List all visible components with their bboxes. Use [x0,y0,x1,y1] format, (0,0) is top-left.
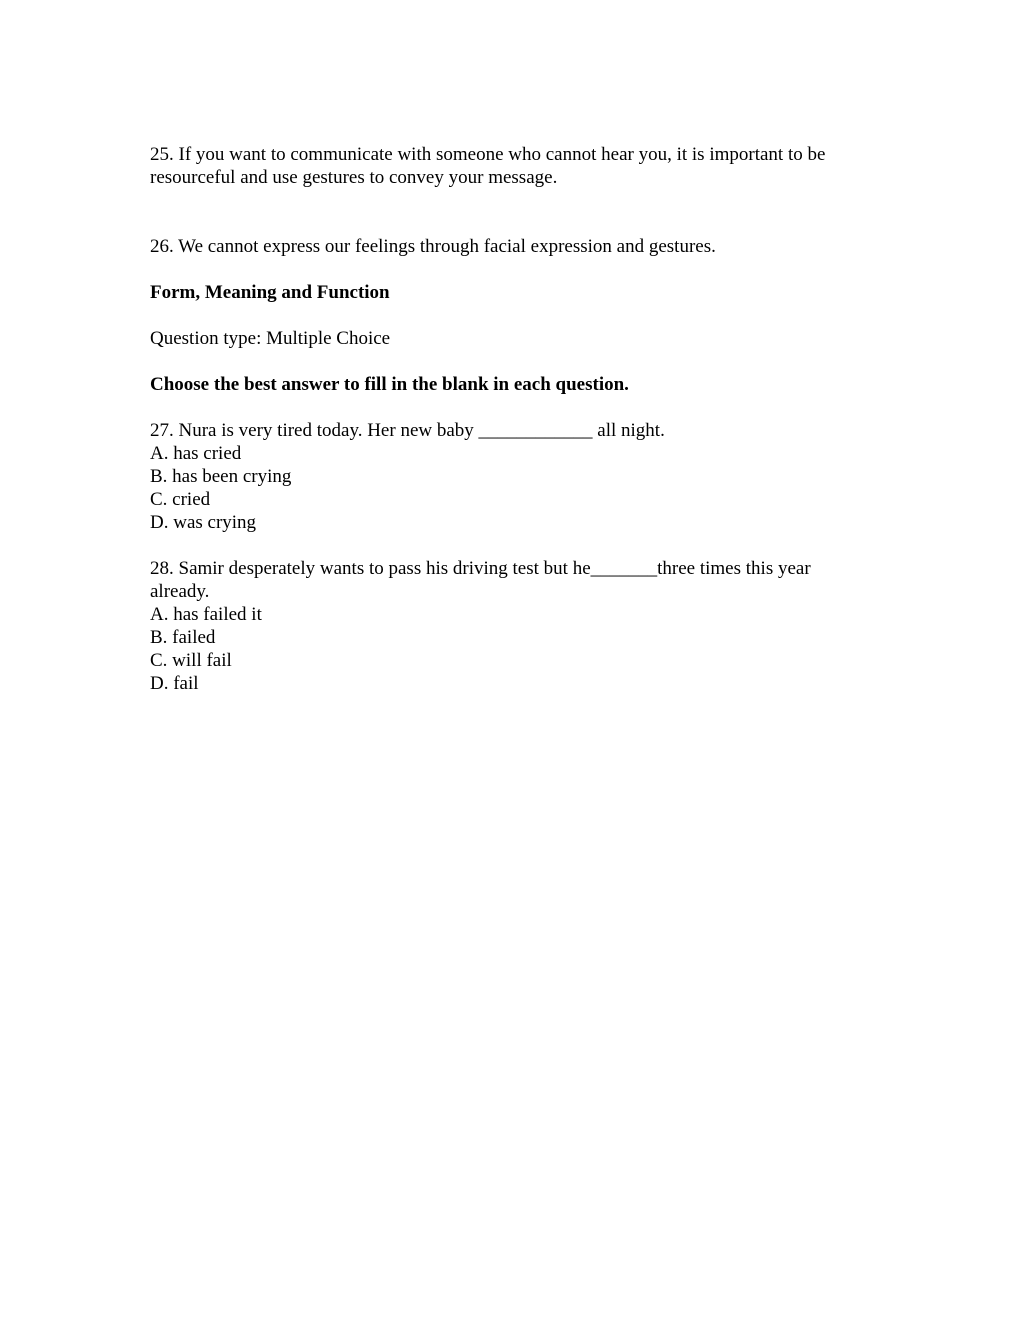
question-28-option-a: A. has failed it [150,604,262,625]
question-28-stem-line-2: already. [150,581,210,602]
statement-26-line-1: 26. We cannot express our feelings through facial expression and gestures. [150,236,716,257]
question-27-option-c: C. cried [150,489,211,510]
question-27-option-d: D. was crying [150,512,257,533]
question-28-stem-line-1: 28. Samir desperately wants to pass his driving test but he_______three times this year [150,558,811,579]
statement-25 [150,143,870,189]
question-type [150,327,870,350]
statement-25-line-1: 25. If you want to communicate with someone who cannot hear you, it is important to be [150,144,826,165]
question-27-stem: 27. Nura is very tired today. Her new baby ____________ all night. [150,420,665,441]
statement-25-line-2: resourceful and use gestures to convey your message. [150,167,558,188]
question-28-option-b: B. failed [150,627,216,648]
instruction [150,373,870,396]
question-28-option-c: C. will fail [150,650,232,671]
question-28 [150,557,870,695]
section-heading [150,281,870,304]
question-28-option-d: D. fail [150,673,199,694]
question-type-text: Question type: Multiple Choice [150,328,391,349]
statement-26 [150,235,870,258]
question-27-option-b: B. has been crying [150,466,292,487]
question-27 [150,419,870,534]
section-heading-text: Form, Meaning and Function [150,282,390,303]
question-27-option-a: A. has cried [150,443,242,464]
instruction-text: Choose the best answer to fill in the blank in each question. [150,374,629,395]
